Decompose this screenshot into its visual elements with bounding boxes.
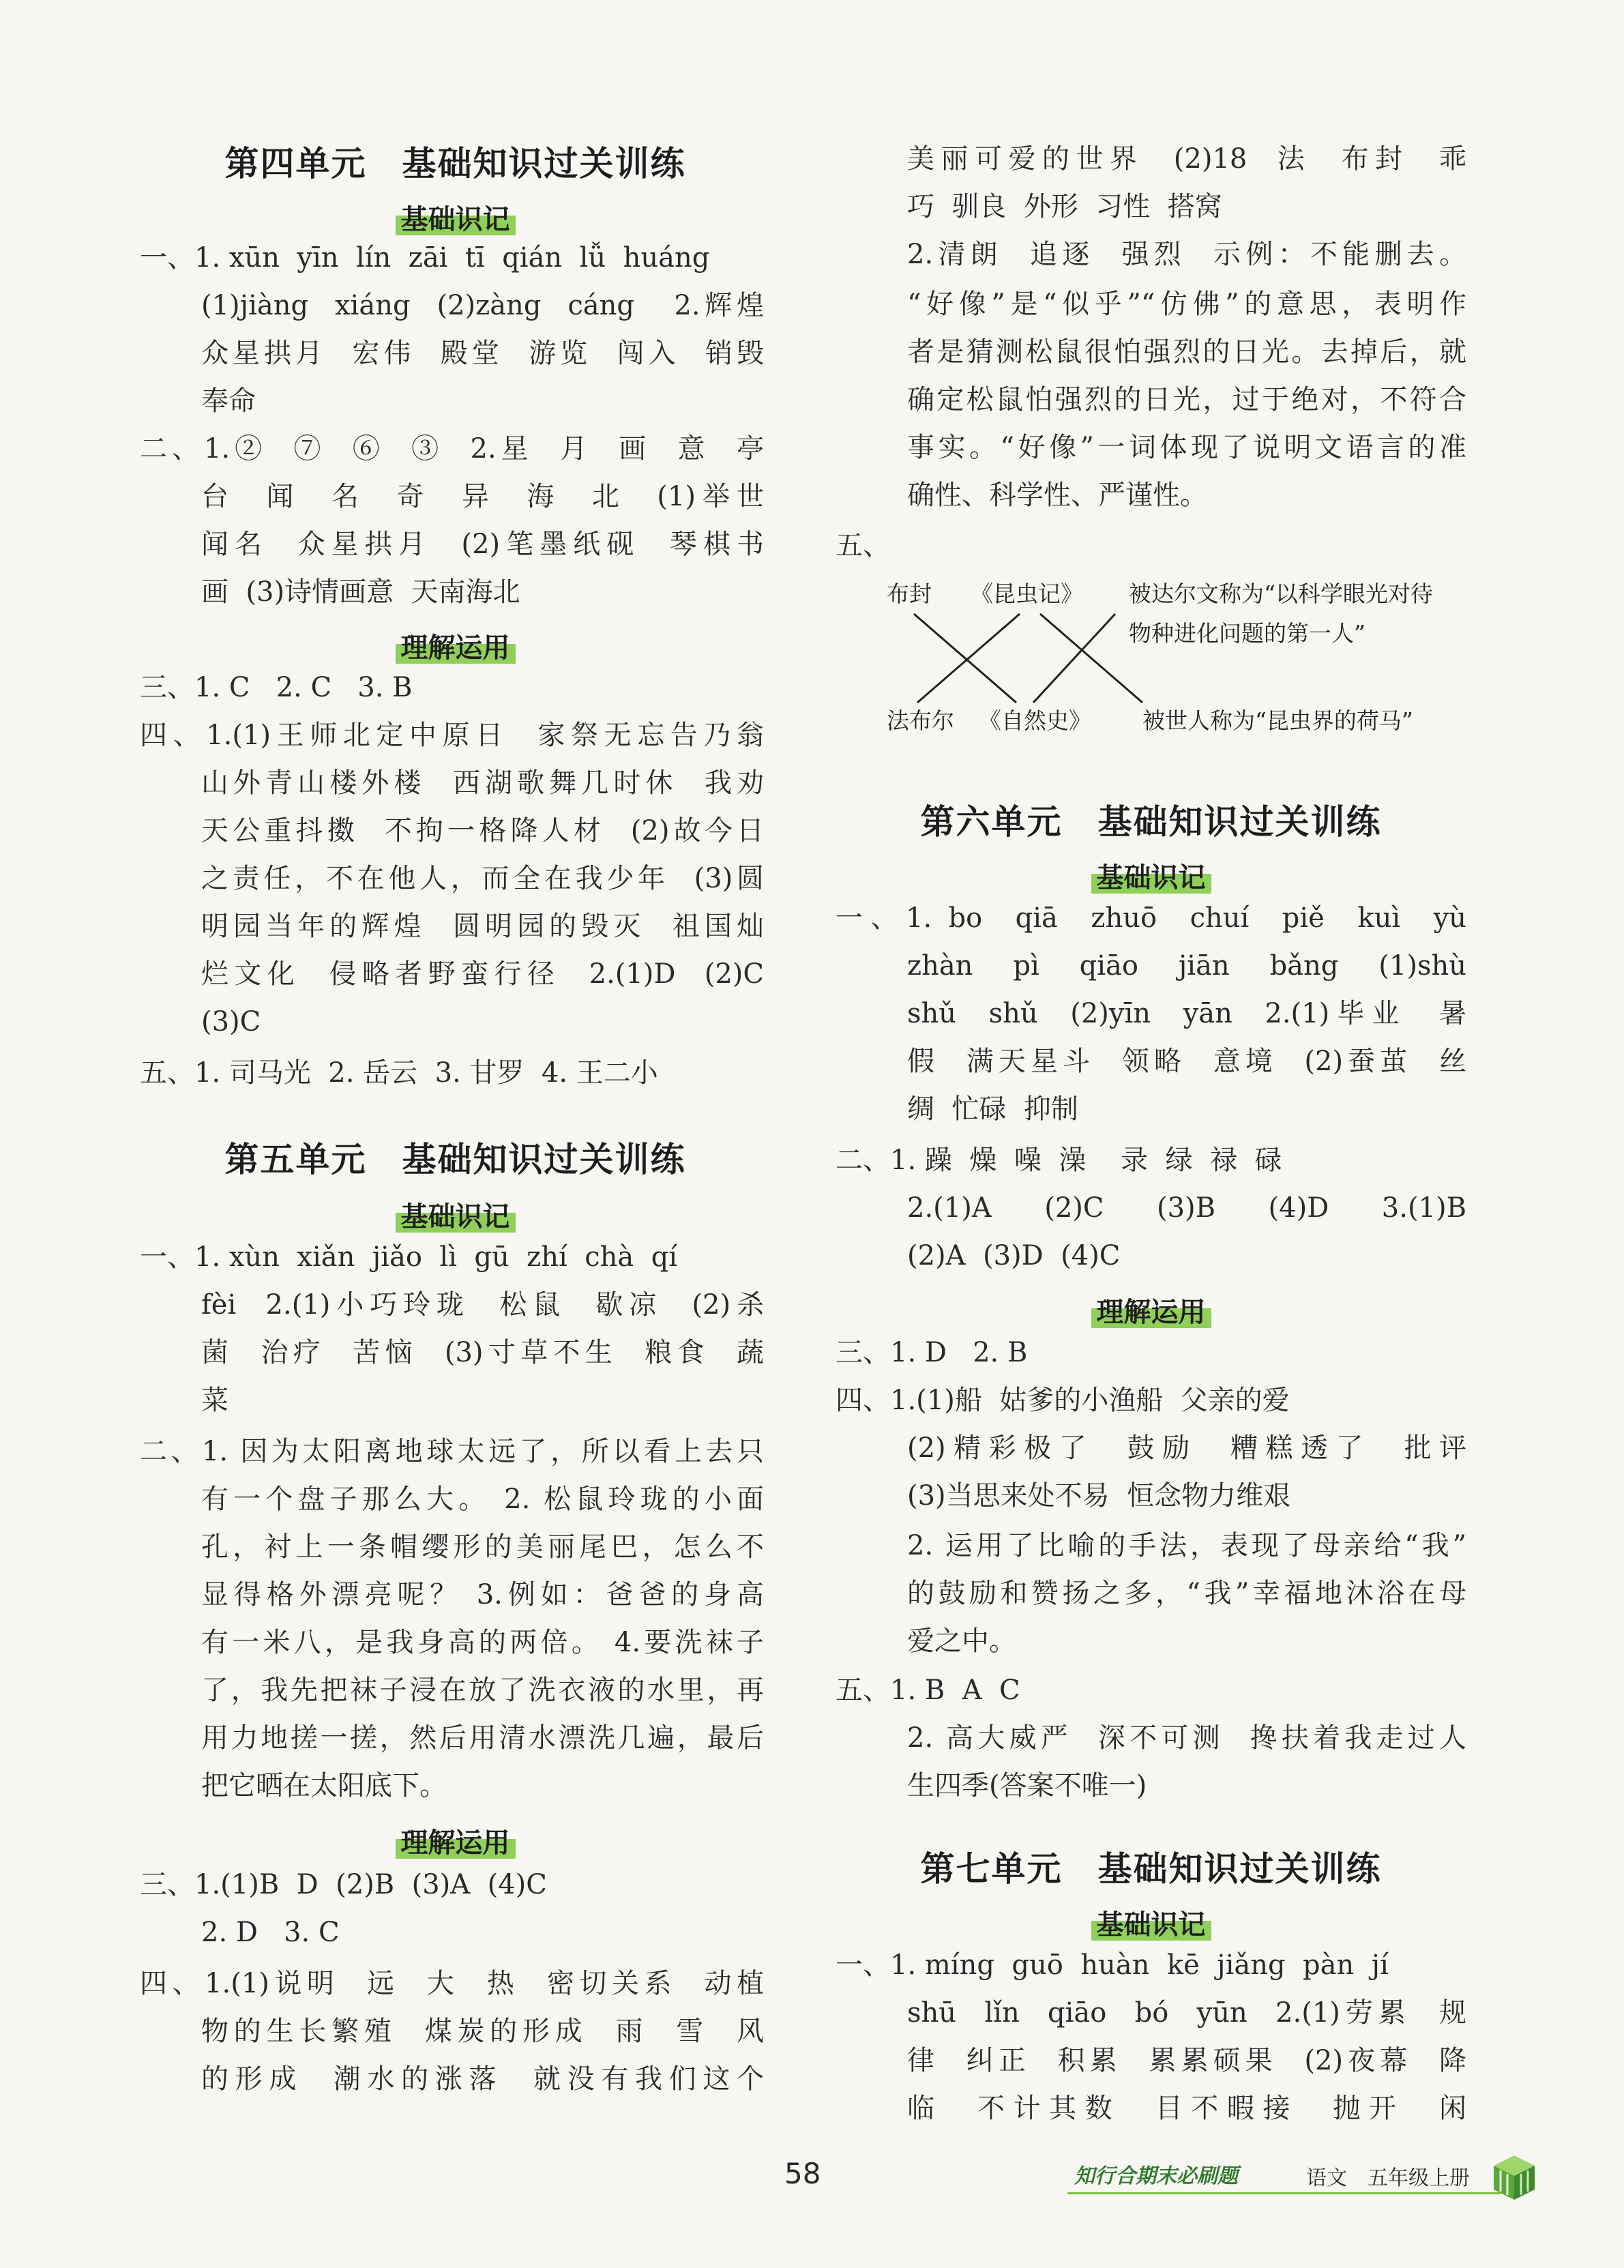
unit4-sec-basic: 基础识记 xyxy=(147,198,764,237)
u6-line: 生四季(答案不唯一) xyxy=(907,1770,1147,1801)
u4-line: (1)jiàng xiáng (2)zàng cáng 2.辉煌 xyxy=(201,290,764,321)
page-number: 58 xyxy=(784,2157,821,2190)
u5-line: fèi 2.(1)小巧玲珑 松鼠 歇凉 (2)杀 xyxy=(201,1289,764,1321)
u6-line: 绸 忙碌 抑制 xyxy=(907,1093,1078,1125)
u5-line: 有一米八，是我身高的两倍。 4.要洗袜子 xyxy=(201,1627,764,1658)
u6-line: 爱之中。 xyxy=(907,1625,1016,1657)
u4-line: 之责任，不在他人，而全在我少年 (3)圆 xyxy=(201,863,764,894)
unit5-sec-basic: 基础识记 xyxy=(147,1195,764,1234)
u7-line: 律 纠正 积累 累累硕果 (2)夜幕 降 xyxy=(907,2045,1466,2076)
u5-line: 物的生长繁殖 煤炭的形成 雨 雪 风 xyxy=(201,2016,764,2047)
cont-line: 美丽可爱的世界 (2)18 法 布封 乖 xyxy=(907,143,1466,175)
u6-line: 2. 运用了比喻的手法，表现了母亲给“我” xyxy=(907,1530,1466,1561)
u6-line: 2. 高大威严 深不可测 搀扶着我走过人 xyxy=(907,1722,1466,1754)
unit7-sec-basic: 基础识记 xyxy=(836,1903,1466,1942)
u6-line: (2)A (3)D (4)C xyxy=(907,1240,1121,1271)
u5-line: 孔，衬上一条帽缨形的美丽尾巴，怎么不 xyxy=(201,1531,764,1563)
footer-rule xyxy=(1067,2192,1501,2194)
u4-line: 烂文化 侵略者野蛮行径 2.(1)D (2)C xyxy=(201,958,764,990)
u6-line: 二、1. 躁 燥 噪 澡 录 绿 禄 碌 xyxy=(836,1145,1282,1176)
u5-line: 2. D 3. C xyxy=(201,1917,340,1948)
u4-line: 画 (3)诗情画意 天南海北 xyxy=(201,576,520,608)
match-a3: 被达尔文称为“以科学眼光对待 xyxy=(1129,580,1433,607)
u5-line: 显得格外漂亮呢？ 3.例如：爸爸的身高 xyxy=(201,1579,764,1610)
u4-line: 明园当年的辉煌 圆明园的毁灭 祖国灿 xyxy=(201,911,764,942)
u4-line: 天公重抖擞 不拘一格降人材 (2)故今日 xyxy=(201,815,764,846)
match-line xyxy=(1033,614,1115,703)
u5-line: 用力地搓一搓，然后用清水漂洗几遍，最后 xyxy=(201,1722,764,1754)
match-line xyxy=(917,614,1020,703)
unit5-sec-apply: 理解运用 xyxy=(147,1821,764,1860)
cont-line: 确定松鼠怕强烈的日光，过于绝对，不符合 xyxy=(907,384,1466,415)
match-a2: 《昆虫记》 xyxy=(971,580,1083,607)
u5-line: 有一个盘子那么大。 2. 松鼠玲珑的小面 xyxy=(201,1484,764,1515)
cont-line: “好像”是“似乎”“仿佛”的意思，表明作 xyxy=(907,289,1466,320)
u6-line: 四、1.(1)船 姑爹的小渔船 父亲的爱 xyxy=(836,1385,1290,1416)
u7-line: 临 不计其数 目不暇接 抛开 闲 xyxy=(907,2093,1466,2124)
u5-line: 二、1. 因为太阳离地球太远了，所以看上去只 xyxy=(140,1436,764,1467)
u5-line: 把它晒在太阳底下。 xyxy=(201,1770,447,1801)
u4-line: 台 闻 名 奇 异 海 北 (1)举世 xyxy=(201,481,764,512)
u4-line: 一、1. xūn yīn lín zāi tī qián lǚ huáng xyxy=(140,242,710,274)
u5-line: 一、1. xùn xiǎn jiǎo lì gū zhí chà qí xyxy=(140,1241,678,1273)
unit4-sec-apply: 理解运用 xyxy=(147,626,764,665)
subject-grade: 语文 五年级上册 xyxy=(1306,2166,1470,2190)
u6-line: (2)精彩极了 鼓励 糟糕透了 批评 xyxy=(907,1432,1466,1464)
u6-line: 2.(1)A (2)C (3)B (4)D 3.(1)B xyxy=(907,1192,1466,1224)
u4-line: 三、1. C 2. C 3. B xyxy=(140,672,413,703)
u5-line: 三、1.(1)B D (2)B (3)A (4)C xyxy=(140,1869,547,1900)
u7-line: 一、1. míng guō huàn kē jiǎng pàn jí xyxy=(836,1949,1389,1981)
unit5-title: 第五单元 基础知识过关训练 xyxy=(224,1140,686,1179)
cont-line: 巧 驯良 外形 习性 搭窝 xyxy=(907,191,1222,222)
cont-line: 确性、科学性、严谨性。 xyxy=(907,480,1207,511)
cont-line: 事实。“好像”一词体现了说明文语言的准 xyxy=(907,432,1466,463)
u5-line: 菜 xyxy=(201,1385,228,1416)
u4-line: (3)C xyxy=(201,1006,261,1037)
match-b1: 法布尔 xyxy=(887,707,954,734)
u4-line: 奉命 xyxy=(201,385,256,417)
cont-line: 者是猜测松鼠很怕强烈的日光。去掉后，就 xyxy=(907,336,1466,368)
u4-line: 山外青山楼外楼 西湖歌舞几时休 我劝 xyxy=(201,767,764,799)
book-icon xyxy=(1487,2149,1541,2203)
u6-line: 的鼓励和赞扬之多，“我”幸福地沐浴在母 xyxy=(907,1578,1466,1609)
u4-line: 众星拱月 宏伟 殿堂 游览 闯入 销毁 xyxy=(201,338,764,369)
u4-line: 四、1.(1)王师北定中原日 家祭无忘告乃翁 xyxy=(140,720,764,751)
match-a1: 布封 xyxy=(887,580,932,607)
u6-line: shǔ shǔ (2)yīn yān 2.(1)毕业 暑 xyxy=(907,998,1466,1029)
unit4-title: 第四单元 基础知识过关训练 xyxy=(224,144,686,183)
u4-line: 五、1. 司马光 2. 岳云 3. 甘罗 4. 王二小 xyxy=(140,1057,658,1089)
u5-line: 菌 治疗 苦恼 (3)寸草不生 粮食 蔬 xyxy=(201,1337,764,1368)
u5-line: 四、1.(1)说明 远 大 热 密切关系 动植 xyxy=(140,1968,764,1999)
unit6-sec-apply: 理解运用 xyxy=(836,1291,1466,1329)
cont-line: 五、 xyxy=(836,530,890,561)
u6-line: 一、1. bo qiā zhuō chuí piě kuì yù xyxy=(836,902,1466,934)
u6-line: 五、1. B A C xyxy=(836,1675,1020,1706)
u6-line: (3)当思来处不易 恒念物力维艰 xyxy=(907,1480,1291,1512)
match-line xyxy=(914,614,1016,703)
match-a3b: 物种进化问题的第一人” xyxy=(1129,620,1365,647)
u7-line: shū lǐn qiāo bó yūn 2.(1)劳累 规 xyxy=(907,1997,1466,2029)
match-b2: 《自然史》 xyxy=(979,707,1091,734)
u5-line: 了，我先把袜子浸在放了洗衣液的水里，再 xyxy=(201,1675,764,1706)
matching-diagram xyxy=(836,573,1466,750)
unit7-title: 第七单元 基础知识过关训练 xyxy=(920,1849,1382,1889)
u4-line: 二、1.② ⑦ ⑥ ③ 2.星 月 画 意 亭 xyxy=(140,433,764,465)
u6-line: zhàn pì qiāo jiān bǎng (1)shù xyxy=(907,950,1466,982)
u6-line: 三、1. D 2. B xyxy=(836,1337,1028,1368)
book-title: 知行合期末必刷题 xyxy=(1074,2164,1238,2188)
unit6-title: 第六单元 基础知识过关训练 xyxy=(920,802,1382,842)
u6-line: 假 满天星斗 领略 意境 (2)蚕茧 丝 xyxy=(907,1046,1466,1077)
unit6-sec-basic: 基础识记 xyxy=(836,856,1466,895)
u5-line: 的形成 潮水的涨落 就没有我们这个 xyxy=(201,2063,764,2095)
match-b3: 被世人称为“昆虫界的荷马” xyxy=(1142,707,1413,734)
cont-line: 2.清朗 追逐 强烈 示例：不能删去。 xyxy=(907,239,1466,270)
match-line xyxy=(1040,614,1142,703)
u4-line: 闻名 众星拱月 (2)笔墨纸砚 琴棋书 xyxy=(201,529,764,560)
